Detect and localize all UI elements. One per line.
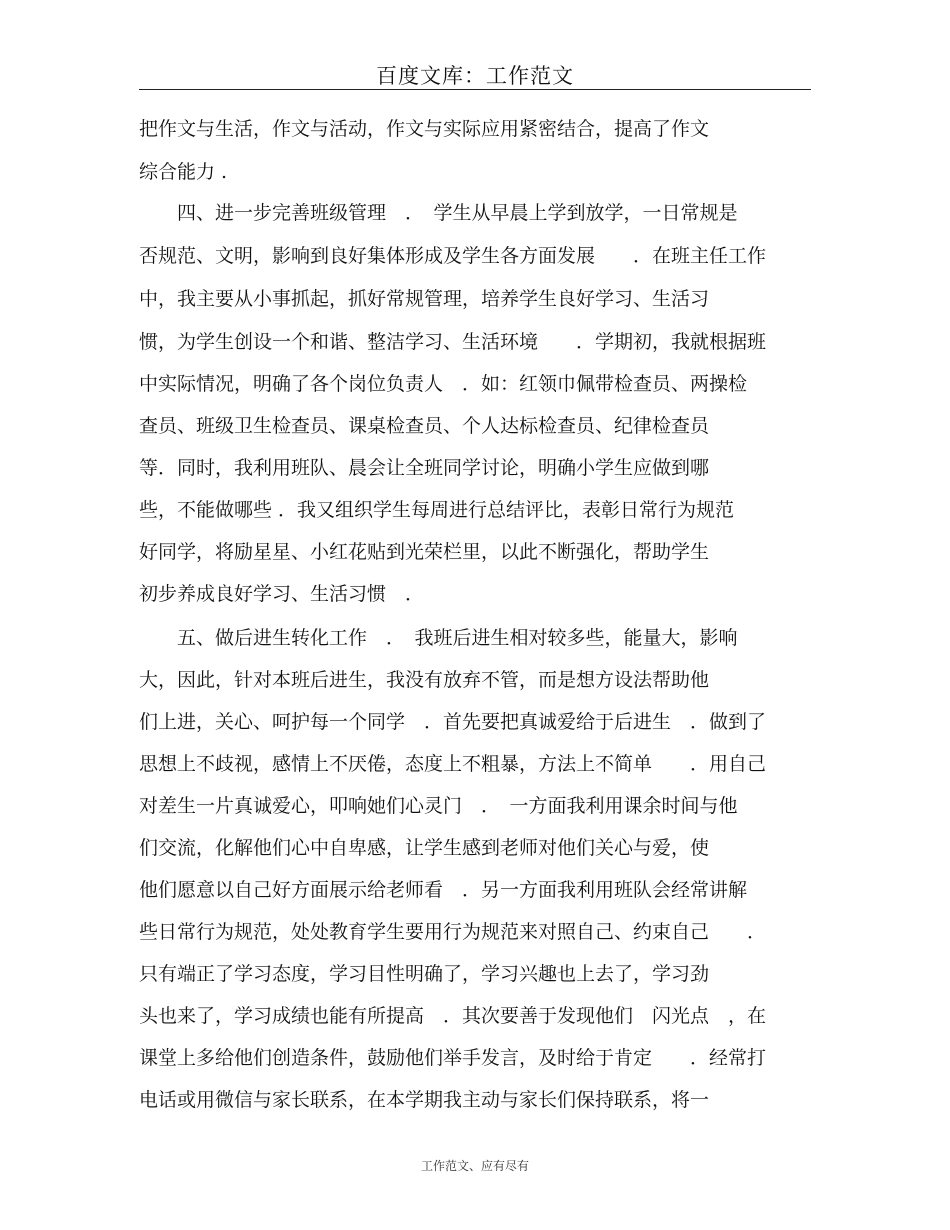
body-line: 课堂上多给他们创造条件，鼓励他们举手发言，及时给于肯定 ．经常打 [139,1047,767,1069]
body-line: 否规范、文明，影响到良好集体形成及学生各方面发展 ．在班主任工作 [139,245,767,267]
body-line: 初步养成良好学习、生活习惯 ． [139,583,425,605]
body-line: 他们愿意以自己好方面展示给老师看 ．另一方面我利用班队会经常讲解 [139,879,748,901]
page-header-title: 百度文库：工作范文 [376,64,574,88]
body-line: 中实际情况，明确了各个岗位负责人 ．如：红领巾佩带检查员、两操检 [139,373,748,395]
body-line: 头也来了，学习成绩也能有所提高 ．其次要善于发现他们 闪光点 ，在 [139,1005,767,1027]
body-line: 五、做后进生转化工作 ． 我班后进生相对较多些，能量大，影响 [139,627,738,649]
body-line: 些日常行为规范，处处教育学生要用行为规范来对照自己、约束自己 ． [139,921,767,943]
body-line: 把作文与生活，作文与活动，作文与实际应用紧密结合，提高了作文 [139,118,710,140]
body-line: 思想上不歧视，感情上不厌倦，态度上不粗暴，方法上不简单 ．用自己 [139,753,767,775]
body-line: 中，我主要从小事抓起，抓好常规管理，培养学生良好学习、生活习 [139,288,710,310]
body-line: 大，因此，针对本班后进生，我没有放弃不管，而是想方设法帮助他 [139,669,710,691]
body-line: 等．同时，我利用班队、晨会让全班同学讨论，明确小学生应做到哪 [139,457,710,479]
body-line: 只有端正了学习态度，学习目性明确了，学习兴趣也上去了，学习劲 [139,963,710,985]
page-footer: 工作范文、应有尽有 [420,1159,529,1173]
body-line: 些，不能做哪些 ．我又组织学生每周进行总结评比，表彰日常行为规范 [139,499,735,521]
header-rule [139,89,811,90]
body-line: 查员、班级卫生检查员、课桌检查员、个人达标检查员、纪律检查员 [139,415,710,437]
body-line: 好同学，将励星星、小红花贴到光荣栏里，以此不断强化，帮助学生 [139,541,710,563]
body-line: 对差生一片真诚爱心，叩响她们心灵门 ． 一方面我利用课余时间与他 [139,795,738,817]
body-line: 四、进一步完善班级管理 ． 学生从早晨上学到放学，一日常规是 [139,202,738,224]
body-line: 综合能力 . [139,161,228,183]
body-line: 惯，为学生创设一个和谐、整洁学习、生活环境 ．学期初，我就根据班 [139,331,767,353]
body-line: 们上进，关心、呵护每一个同学 ．首先要把真诚爱给于后进生 ．做到了 [139,711,767,733]
body-line: 电话或用微信与家长联系，在本学期我主动与家长们保持联系，将一 [139,1089,710,1111]
body-line: 们交流，化解他们心中自卑感，让学生感到老师对他们关心与爱，使 [139,837,710,859]
